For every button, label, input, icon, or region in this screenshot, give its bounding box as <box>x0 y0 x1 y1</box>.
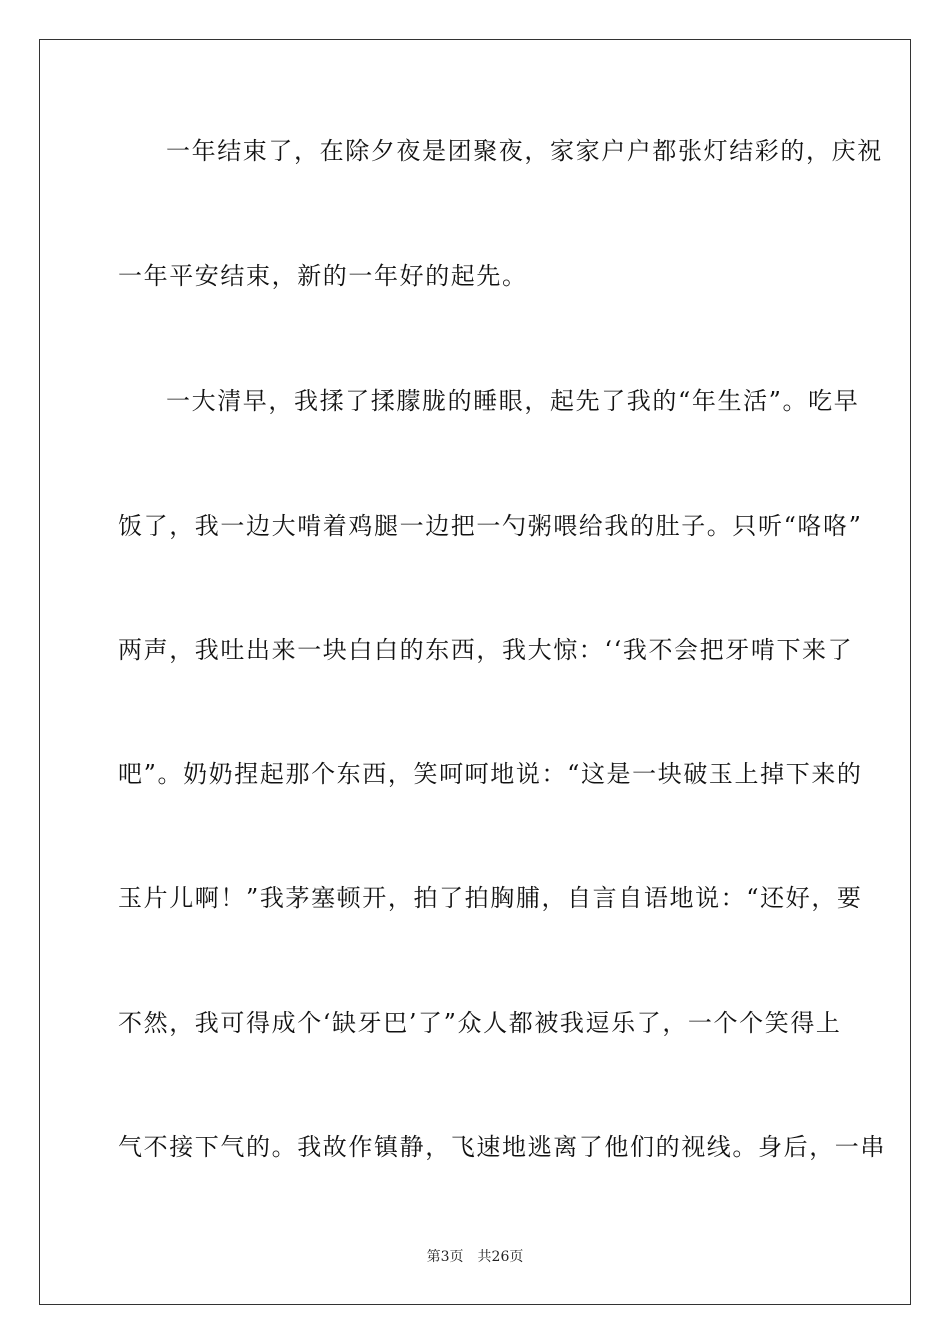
paragraph-2-line-7: 气不接下气的。我故作镇静，飞速地逃离了他们的视线。身后，一串 <box>118 1133 886 1161</box>
paragraph-2-line-1: 一大清早，我揉了揉朦胧的睡眼，起先了我的“年生活”。吃早 <box>166 387 860 415</box>
paragraph-2-line-5: 玉片儿啊！”我茅塞顿开，拍了拍胸脯，自言自语地说：“还好，要 <box>118 884 863 912</box>
paragraph-2-line-4: 吧”。奶奶捏起那个东西，笑呵呵地说：“这是一块破玉上掉下来的 <box>118 760 863 788</box>
paragraph-1-line-2: 一年平安结束，新的一年好的起先。 <box>118 262 528 290</box>
paragraph-1-line-1: 一年结束了，在除夕夜是团聚夜，家家户户都张灯结彩的，庆祝 <box>166 137 883 165</box>
page-border <box>39 39 911 1305</box>
total-pages: 共26页 <box>477 1249 524 1265</box>
paragraph-2-line-6: 不然，我可得成个‘缺牙巴’了”众人都被我逗乐了，一个个笑得上 <box>118 1009 842 1037</box>
paragraph-2-line-3: 两声，我吐出来一块白白的东西，我大惊：‘‘我不会把牙啃下来了 <box>118 636 854 664</box>
page-footer <box>0 1248 950 1266</box>
current-page-number: 第3页 <box>426 1249 464 1265</box>
paragraph-2-line-2: 饭了，我一边大啃着鸡腿一边把一勺粥喂给我的肚子。只听“咯咯” <box>118 512 863 540</box>
